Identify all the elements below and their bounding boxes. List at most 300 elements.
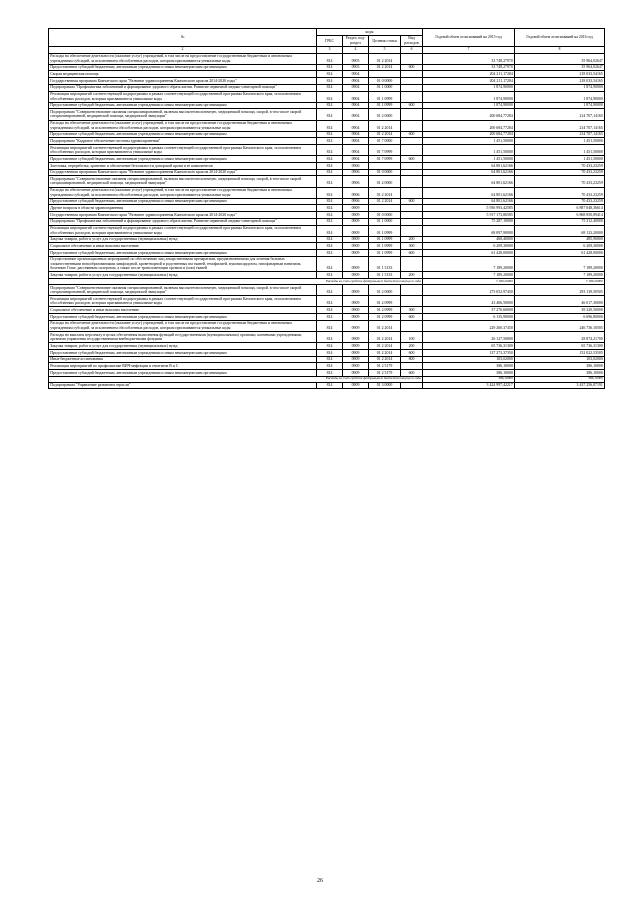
- header-number: №: [49, 29, 317, 47]
- section-code: 0909: [343, 272, 369, 279]
- amount-2015: 3 424 997,42217: [423, 382, 515, 389]
- grbs-code: 814: [317, 212, 343, 219]
- amount-2016: 7 189,20000: [515, 272, 605, 279]
- expense-kind-code: 600: [401, 349, 423, 356]
- expense-kind-code: [401, 218, 423, 225]
- grbs-code: 814: [317, 64, 343, 71]
- amount-2015: 64 801,62166: [423, 169, 515, 176]
- target-article-code: 01 0 0000: [369, 169, 401, 176]
- grbs-code: 814: [317, 356, 343, 363]
- table-row: [49, 382, 605, 389]
- grbs-code: 814: [317, 84, 343, 91]
- line-item-name: Иные бюджетные ассигнования: [49, 356, 317, 363]
- table-row: [49, 225, 605, 236]
- section-code: 0903: [343, 53, 369, 64]
- table-row: [49, 176, 605, 187]
- header-expense-kind: Вид расходов: [401, 35, 423, 46]
- target-article-code: 01 7 0999: [369, 145, 401, 156]
- target-article-code: 01 1 0999: [369, 250, 401, 257]
- grbs-code: 814: [317, 272, 343, 279]
- amount-2016: 70 433,23259: [515, 198, 605, 205]
- target-article-code: 01 7 0000: [369, 138, 401, 145]
- amount-2015: 200 684,77284: [423, 109, 515, 120]
- amount-2016: 1 451,50000: [515, 145, 605, 156]
- line-item-name: Предоставление субсидий бюджетным, автономным учреждениям и иным некоммерческим организациям: [49, 349, 317, 356]
- amount-2016: 65 736,31300: [515, 343, 605, 350]
- amount-2015: 64 801,62166: [423, 163, 515, 170]
- section-code: 0904: [343, 131, 369, 138]
- grbs-code: 814: [317, 156, 343, 163]
- page-number: 26: [317, 878, 323, 884]
- target-article-code: 01 1 0000: [369, 84, 401, 91]
- amount-2015: 61 428,00000: [423, 250, 515, 257]
- expense-kind-code: [401, 53, 423, 64]
- table-row: [49, 131, 605, 138]
- amount-2015: 43 406,50000: [423, 296, 515, 307]
- amount-2015: 26 127,56800: [423, 332, 515, 343]
- target-article-code: 01 1 0000: [369, 218, 401, 225]
- target-article-code: 01 3 0000: [369, 382, 401, 389]
- section-code: 0906: [343, 187, 369, 198]
- section-code: 0904: [343, 78, 369, 85]
- amount-2015: 37 270,60000: [423, 307, 515, 314]
- target-article-code: 01 1 0999: [369, 102, 401, 109]
- amount-2016: 70 433,23259: [515, 169, 605, 176]
- amount-2016: 6 887 048,36614: [515, 205, 605, 212]
- line-item-name: Расходы на обеспечение деятельности (оказание услуг) учреждений, в том числе на предоставление государственным бюджетным и автономным учреждениям субсидий, за исключением обособленных расходов, которым присваиваются уникальные коды: [49, 53, 317, 64]
- line-item-name: Реализация мероприятий соответствующей подпрограммы в рамках соответствующей государственной программы Камчатского края, за исключением обособленных расходов, которым присваиваются уникальные коды: [49, 91, 317, 102]
- grbs-code: 814: [317, 187, 343, 198]
- amount-2016: 152 022,53505: [515, 349, 605, 356]
- grbs-code: 814: [317, 314, 343, 321]
- header-codes: коды: [317, 29, 423, 36]
- header-grbs: ГРБС: [317, 35, 343, 46]
- target-article-code: 01 2 2014: [369, 349, 401, 356]
- line-item-name: Подпрограмма "Управление развитием отрасли": [49, 382, 317, 389]
- target-article-code: 01 2 0000: [369, 285, 401, 296]
- amount-2015: 103,02000: [423, 356, 515, 363]
- section-code: 0904: [343, 84, 369, 91]
- expense-kind-code: 300: [401, 243, 423, 250]
- target-article-code: 01 1 0999: [369, 236, 401, 243]
- amount-2016: 61 428,00000: [515, 250, 605, 257]
- column-number: 3: [317, 46, 343, 53]
- table-row: [49, 314, 605, 321]
- grbs-code: 814: [317, 250, 343, 257]
- table-row: [49, 218, 605, 225]
- amount-2015: 75 287,10000: [423, 218, 515, 225]
- grbs-code: 814: [317, 138, 343, 145]
- budget-table-body: [49, 53, 605, 389]
- table-row: [49, 109, 605, 120]
- expense-kind-code: [401, 320, 423, 331]
- section-code: 0904: [343, 120, 369, 131]
- section-code: 0906: [343, 163, 369, 170]
- column-number: 7: [423, 46, 515, 53]
- amount-2016: 214 707,14165: [515, 120, 605, 131]
- amount-2016: 70 433,23259: [515, 187, 605, 198]
- table-row: [49, 91, 605, 102]
- table-row: [49, 212, 605, 219]
- line-item-name: Расходы на выплаты персоналу в целях обеспечения выполнения функций государственными (муниципальными) органами, казенными учреждениями, органами управления государственными внебюджетными фондами: [49, 332, 317, 343]
- amount-2016: 214 707,14165: [515, 131, 605, 138]
- line-item-name: Закупка товаров, работ и услуг для государственных (муниципальных) нужд: [49, 272, 317, 279]
- amount-2016: 39 320,50000: [515, 307, 605, 314]
- note-text: Расходы за счет средств федерального бюджета текущего года: [49, 376, 423, 382]
- section-code: 0909: [343, 332, 369, 343]
- grbs-code: 814: [317, 349, 343, 356]
- expense-kind-code: [401, 120, 423, 131]
- table-row: [49, 285, 605, 296]
- table-row: [49, 145, 605, 156]
- table-row: [49, 250, 605, 257]
- amount-2016: 214 707,14165: [515, 109, 605, 120]
- amount-2016: 246 736,10505: [515, 320, 605, 331]
- amount-2016: 6 209,30000: [515, 243, 605, 250]
- line-item-name: Реализация мероприятий соответствующей подпрограммы в рамках соответствующей государственной программы Камчатского края, за исключением обособленных расходов, которым присваиваются уникальные коды: [49, 225, 317, 236]
- expense-kind-code: [401, 212, 423, 219]
- table-row: [49, 243, 605, 250]
- table-row: [49, 198, 605, 205]
- target-article-code: 01 1 0999: [369, 243, 401, 250]
- grbs-code: 814: [317, 169, 343, 176]
- target-article-code: 01 2 2014: [369, 64, 401, 71]
- expense-kind-code: [401, 296, 423, 307]
- expense-kind-code: 600: [401, 314, 423, 321]
- expense-kind-code: 600: [401, 250, 423, 257]
- line-item-name: Осуществление организационных мероприятий по обеспечению лиц лекарственными препаратами, предназначенными для лечения больных злокачественными новообразованиями лимфоидной, кроветворной и родственных им тканей, гемофилией, муковисцидозом, гипофизарным нанизмом, болезнью Гоше, рассеянным склерозом, а также после трансплантации органов и (или) тканей: [49, 256, 317, 272]
- line-item-name: Подпрограмма "Совершенствование оказания специализированной, включая высокотехнологичную, медицинской помощи, скорой, в том числе скорой специализированной, медицинской помощи, медицинской эвакуации": [49, 285, 317, 296]
- section-code: 0909: [343, 218, 369, 225]
- amount-2016: 70 433,23259: [515, 163, 605, 170]
- amount-2015: 386,10000: [423, 363, 515, 370]
- amount-2015: 204 211,17284: [423, 78, 515, 85]
- amount-2016: 485,90000: [515, 236, 605, 243]
- section-code: 0904: [343, 156, 369, 163]
- table-row: [49, 236, 605, 243]
- expense-kind-code: [401, 256, 423, 272]
- amount-2016: 1 874,90000: [515, 102, 605, 109]
- table-row: [49, 363, 605, 370]
- target-article-code: 01 2 5179: [369, 369, 401, 376]
- line-item-name: Реализация мероприятий по профилактике ВИЧ-инфекции и гепатитов В и С: [49, 363, 317, 370]
- section-code: 0904: [343, 145, 369, 156]
- grbs-code: 814: [317, 198, 343, 205]
- grbs-code: 814: [317, 218, 343, 225]
- target-article-code: 01 1 0999: [369, 225, 401, 236]
- expense-kind-code: [401, 169, 423, 176]
- expense-kind-code: [401, 382, 423, 389]
- grbs-code: 814: [317, 205, 343, 212]
- grbs-code: 814: [317, 256, 343, 272]
- section-code: 0904: [343, 109, 369, 120]
- section-code: 0909: [343, 296, 369, 307]
- line-item-name: Расходы на обеспечение деятельности (оказание услуг) учреждений, в том числе на предоставление государственным бюджетным и автономным учреждениям субсидий, за исключением обособленных расходов, которым присваиваются уникальные коды: [49, 120, 317, 131]
- grbs-code: 814: [317, 332, 343, 343]
- amount-2016: 386,10000: [515, 363, 605, 370]
- line-item-name: Подпрограмма "Совершенствование оказания специализированной, включая высокотехнологичную, медицинской помощи, скорой, в том числе скорой специализированной, медицинской помощи, медицинской эвакуации": [49, 109, 317, 120]
- line-item-name: Предоставление субсидий бюджетным, автономным учреждениям и иным некоммерческим организациям: [49, 369, 317, 376]
- target-article-code: 01 2 2014: [369, 332, 401, 343]
- section-code: 0909: [343, 236, 369, 243]
- budget-table: [48, 28, 605, 389]
- expense-kind-code: [401, 145, 423, 156]
- expense-kind-code: [401, 78, 423, 85]
- grbs-code: 814: [317, 163, 343, 170]
- target-article-code: 01 2 2014: [369, 187, 401, 198]
- table-row: [49, 71, 605, 78]
- line-item-name: Расходы на обеспечение деятельности (оказание услуг) учреждений, в том числе на предоставление государственным бюджетным и автономным учреждениям субсидий, за исключением обособленных расходов, которым присваиваются уникальные коды: [49, 320, 317, 331]
- expense-kind-code: 600: [401, 64, 423, 71]
- grbs-code: 814: [317, 131, 343, 138]
- section-code: 0909: [343, 363, 369, 370]
- table-row: [49, 156, 605, 163]
- target-article-code: 01 2 0999: [369, 314, 401, 321]
- target-article-code: 01 2 0000: [369, 109, 401, 120]
- amount-2015: 1 451,50000: [423, 138, 515, 145]
- amount-2015: 200 684,77284: [423, 120, 515, 131]
- table-row: [49, 343, 605, 350]
- table-row: [49, 356, 605, 363]
- amount-2015: 6 209,30000: [423, 243, 515, 250]
- header-volume-2016: Годовой объем ассигнований на 2016 год: [515, 29, 605, 47]
- grbs-code: 814: [317, 285, 343, 296]
- column-number: 4: [343, 46, 369, 53]
- grbs-code: 814: [317, 369, 343, 376]
- amount-2015: 200 684,77284: [423, 131, 515, 138]
- section-code: 0909: [343, 285, 369, 296]
- section-code: 0909: [343, 243, 369, 250]
- amount-2015: 137 273,37350: [423, 349, 515, 356]
- section-code: 0909: [343, 307, 369, 314]
- grbs-code: 814: [317, 243, 343, 250]
- target-article-code: 01 2 2014: [369, 320, 401, 331]
- amount-2015: 7 189,20000: [423, 256, 515, 272]
- table-row: [49, 64, 605, 71]
- expense-kind-code: [401, 71, 423, 78]
- line-item-name: Государственная программа Камчатского края "Развитие здравоохранения Камчатского края на 2014-2020 годы": [49, 212, 317, 219]
- target-article-code: 01 2 2014: [369, 343, 401, 350]
- column-number: 2: [49, 46, 317, 53]
- section-code: 0906: [343, 198, 369, 205]
- expense-kind-code: [401, 109, 423, 120]
- amount-2015: 460,40000: [423, 236, 515, 243]
- target-article-code: 01 2 0000: [369, 176, 401, 187]
- amount-2015: 65 736,31300: [423, 343, 515, 350]
- grbs-code: 814: [317, 102, 343, 109]
- target-article-code: 01 1 5133: [369, 272, 401, 279]
- line-item-name: Реализация мероприятий соответствующей подпрограммы в рамках соответствующей государственной программы Камчатского края, за исключением обособленных расходов, которым присваиваются уникальные коды: [49, 296, 317, 307]
- grbs-code: 814: [317, 78, 343, 85]
- line-item-name: Социальное обеспечение и иные выплаты населению: [49, 307, 317, 314]
- amount-2015: 68 097,90000: [423, 225, 515, 236]
- amount-2016: 1 451,50000: [515, 156, 605, 163]
- target-article-code: 01 2 2014: [369, 53, 401, 64]
- amount-2016: 7 189,20000: [515, 256, 605, 272]
- grbs-code: 814: [317, 120, 343, 131]
- amount-2016: 75 312,40000: [515, 218, 605, 225]
- line-item-name: Подпрограмма "Кадровое обеспечение системы здравоохранения": [49, 138, 317, 145]
- amount-2016: 293 139,50505: [515, 285, 605, 296]
- target-article-code: 01 7 0999: [369, 156, 401, 163]
- expense-kind-code: [401, 285, 423, 296]
- expense-kind-code: [401, 176, 423, 187]
- expense-kind-code: [401, 187, 423, 198]
- section-code: 0909: [343, 343, 369, 350]
- amount-2016: 68 123,20000: [515, 225, 605, 236]
- target-article-code: 01 2 2014: [369, 198, 401, 205]
- line-item-name: Закупка товаров, работ и услуг для государственных (муниципальных) нужд: [49, 236, 317, 243]
- expense-kind-code: 200: [401, 236, 423, 243]
- amount-2016: 218 033,54165: [515, 71, 605, 78]
- section-code: 0909: [343, 382, 369, 389]
- table-row: [49, 84, 605, 91]
- section-code: 0904: [343, 102, 369, 109]
- table-row: [49, 205, 605, 212]
- grbs-code: 814: [317, 145, 343, 156]
- table-row: [49, 78, 605, 85]
- section-code: 0904: [343, 138, 369, 145]
- amount-2016: 6 868 850,89414: [515, 212, 605, 219]
- expense-kind-code: [401, 84, 423, 91]
- section-code: 0909: [343, 356, 369, 363]
- expense-kind-code: 600: [401, 198, 423, 205]
- amount-2015: 386,10000: [423, 376, 515, 382]
- expense-kind-code: 200: [401, 343, 423, 350]
- target-article-code: 01 2 2014: [369, 120, 401, 131]
- column-number: 6: [401, 46, 423, 53]
- amount-2016: 35 964,02647: [515, 64, 605, 71]
- amount-2016: 35 964,02647: [515, 53, 605, 64]
- section-code: 0909: [343, 205, 369, 212]
- amount-2015: 1 874,90000: [423, 91, 515, 102]
- line-item-name: Подпрограмма "Профилактика заболеваний и формирование здорового образа жизни. Развитие первичной медико-санитарной помощи": [49, 84, 317, 91]
- amount-2015: 204 211,17284: [423, 71, 515, 78]
- expense-kind-code: 100: [401, 332, 423, 343]
- amount-2016: 1 874,90000: [515, 91, 605, 102]
- amount-2015: 33 748,27970: [423, 53, 515, 64]
- line-item-name: Предоставление субсидий бюджетным, автономным учреждениям и иным некоммерческим организациям: [49, 156, 317, 163]
- target-article-code: [369, 71, 401, 78]
- target-article-code: 01 0 0000: [369, 78, 401, 85]
- amount-2016: 103,02000: [515, 356, 605, 363]
- amount-2015: 1 451,50000: [423, 156, 515, 163]
- section-code: 0909: [343, 250, 369, 257]
- table-row: [49, 256, 605, 272]
- expense-kind-code: 600: [401, 102, 423, 109]
- amount-2016: 386,10000: [515, 369, 605, 376]
- expense-kind-code: 800: [401, 356, 423, 363]
- target-article-code: [369, 163, 401, 170]
- line-item-name: Расходы на обеспечение деятельности (оказание услуг) учреждений, в том числе на предоставление государственным бюджетным и автономным учреждениям субсидий, за исключением обособленных расходов, которым присваиваются уникальные коды: [49, 187, 317, 198]
- line-item-name: Заготовка, переработка, хранение и обеспечение безопасности донорской крови и ее компонентов: [49, 163, 317, 170]
- table-row: [49, 296, 605, 307]
- amount-2015: 7 189,20000: [423, 272, 515, 279]
- table-row: [49, 369, 605, 376]
- line-item-name: Социальное обеспечение и иные выплаты населению: [49, 243, 317, 250]
- target-article-code: 01 2 2014: [369, 356, 401, 363]
- header-section: Раздел, под-раздел: [343, 35, 369, 46]
- amount-2015: 7 189,20000: [423, 279, 515, 285]
- header-volume-2015: Годовой объем ассигнований на 2015 год: [423, 29, 515, 47]
- amount-2016: 7 189,20000: [515, 279, 605, 285]
- expense-kind-code: 600: [401, 156, 423, 163]
- section-code: 0909: [343, 369, 369, 376]
- target-article-code: 01 0 0000: [369, 212, 401, 219]
- section-code: 0909: [343, 349, 369, 356]
- grbs-code: 814: [317, 53, 343, 64]
- table-row: [49, 169, 605, 176]
- amount-2016: 6 696,80000: [515, 314, 605, 321]
- target-article-code: 01 1 0999: [369, 91, 401, 102]
- section-code: 0909: [343, 320, 369, 331]
- amount-2016: 28 874,21700: [515, 332, 605, 343]
- line-item-name: Реализация мероприятий соответствующей подпрограммы в рамках соответствующей государственной программы Камчатского края, за исключением обособленных расходов, которым присваиваются уникальные коды: [49, 145, 317, 156]
- grbs-code: 814: [317, 225, 343, 236]
- line-item-name: Предоставление субсидий бюджетным, автономным учреждениям и иным некоммерческим организациям: [49, 198, 317, 205]
- target-article-code: [369, 205, 401, 212]
- expense-kind-code: 600: [401, 131, 423, 138]
- amount-2015: 229 260,37450: [423, 320, 515, 331]
- amount-2015: 64 801,62166: [423, 187, 515, 198]
- table-row: [49, 120, 605, 131]
- target-article-code: 01 2 0999: [369, 307, 401, 314]
- amount-2015: 386,10000: [423, 369, 515, 376]
- amount-2015: 1 874,90000: [423, 102, 515, 109]
- column-number: 8: [515, 46, 605, 53]
- line-item-name: Государственная программа Камчатского края "Развитие здравоохранения Камчатского края на 2014-2020 годы": [49, 78, 317, 85]
- amount-2015: 64 801,62166: [423, 176, 515, 187]
- grbs-code: 814: [317, 296, 343, 307]
- grbs-code: 814: [317, 109, 343, 120]
- grbs-code: 814: [317, 320, 343, 331]
- target-article-code: 01 2 2014: [369, 131, 401, 138]
- line-item-name: Скорая медицинская помощь: [49, 71, 317, 78]
- section-code: 0904: [343, 71, 369, 78]
- amount-2015: 6 135,90000: [423, 314, 515, 321]
- table-row: [49, 307, 605, 314]
- note-text: Расходы за счет средств федерального бюджета текущего года: [49, 279, 423, 285]
- amount-2015: 5 917 173,86585: [423, 212, 515, 219]
- table-row: [49, 187, 605, 198]
- amount-2016: 1 874,90000: [515, 84, 605, 91]
- grbs-code: 814: [317, 176, 343, 187]
- expense-kind-code: 200: [401, 272, 423, 279]
- expense-kind-code: [401, 205, 423, 212]
- target-article-code: 01 2 5179: [369, 363, 401, 370]
- amount-2016: 3 437 256,87191: [515, 382, 605, 389]
- table-row: [49, 163, 605, 170]
- section-code: 0906: [343, 176, 369, 187]
- amount-2016: 46 017,30000: [515, 296, 605, 307]
- amount-2015: 1 874,90000: [423, 84, 515, 91]
- section-code: 0906: [343, 169, 369, 176]
- expense-kind-code: [401, 225, 423, 236]
- section-code: 0909: [343, 256, 369, 272]
- amount-2015: 5 936 993,42585: [423, 205, 515, 212]
- amount-2015: 1 451,50000: [423, 145, 515, 156]
- line-item-name: Предоставление субсидий бюджетным, автономным учреждениям и иным некоммерческим организациям: [49, 314, 317, 321]
- amount-2016: 70 433,23259: [515, 176, 605, 187]
- table-row: [49, 53, 605, 64]
- table-row: [49, 272, 605, 279]
- table-row: [49, 332, 605, 343]
- column-number: 5: [369, 46, 401, 53]
- table-row: [49, 138, 605, 145]
- amount-2016: 218 033,54165: [515, 78, 605, 85]
- expense-kind-code: 300: [401, 307, 423, 314]
- table-row: [49, 320, 605, 331]
